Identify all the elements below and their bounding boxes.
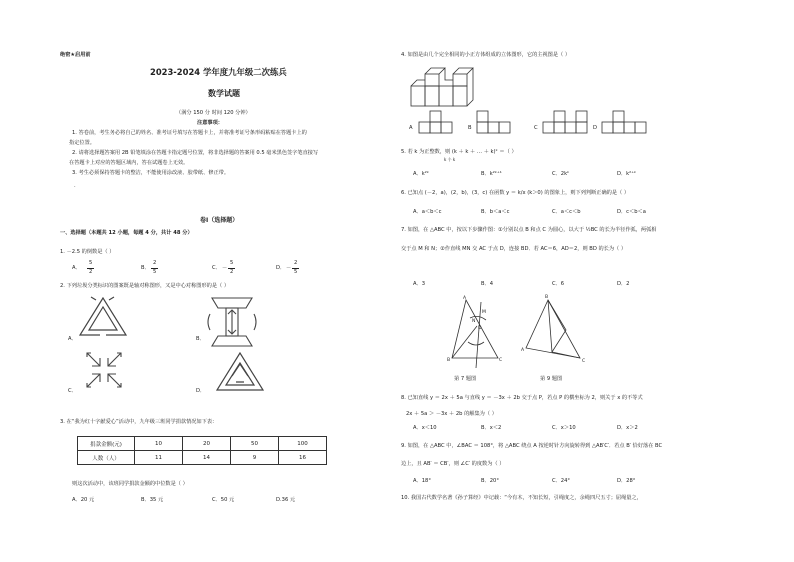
exam-title: 2023-2024 学年度九年级二次练兵 [150,67,287,77]
q1-option-a-letter: A． [72,265,81,271]
table-cell: 9 [231,451,279,465]
q7-point-n: N [472,319,476,324]
q3-option: A．20 元 [72,497,95,503]
q6-stem: 6. 已知点 (－2，a)，(2，b)，(3，c) 在函数 y ＝ k/x (k＞0) 的图象上，则下列判断正确的是（ ） [401,190,630,196]
q9-point-c: C [582,359,586,364]
sorting-symbol-icon [206,294,258,350]
q7-point-a: A [463,296,467,301]
q6-option: B．b＜a＜c [481,209,510,215]
q6-option: C．a＜c＜b [552,209,581,215]
table-row [78,437,327,451]
q1-option-d-num: 2 [294,260,298,266]
q7-stem-line: 交于点 M 和 N；②作直线 MN 交 AC 于点 D，连接 BD．若 AC＝6，AD＝2，则 BD 的长为（ ） [401,246,627,252]
q10-stem: 10. 我国古代数学名著《孙子算经》中记载：“今有木，不知长短，引绳度之，余绳四尺五寸；屈绳量之， [401,495,642,501]
table-cell: 捐款金额(元) [78,437,135,451]
q1-option-c-letter: C． [212,265,221,271]
table-cell: 16 [279,451,327,465]
table-cell: 14 [183,451,231,465]
q5-underbrace: k 个 k [444,157,456,162]
q9-option: C．24° [552,478,571,484]
q5-option: D．k²⁺ᵏ [617,171,637,177]
q5-option: A．k²ᵏ [413,171,430,177]
q1-option-c-sign: － [222,265,228,271]
q8-option: B．x＜2 [481,425,502,431]
q9-point-b: B [545,295,549,300]
q5-stem: 5. 若 k 为正整数，则 (k ＋ k ＋ … ＋ k)ᵏ ＝（ ） [401,149,517,155]
q5-option: C．2kᵏ [552,171,570,177]
notice-line: 3. 考生必须保持答题卡的整洁，不能使用涂改液、胶带纸、修正带。 [72,170,230,176]
q8-stem-line: 8. 已知直线 y ＝ 2x ＋ 5a 与直线 y ＝ －3x ＋ 2b 交于点 P，若点 P 的横坐标为 2，则关于 x 的不等式 [401,395,643,401]
q1-option-b-letter: B． [141,265,150,271]
q9-stem-line: 9. 如图，在 △ABC 中，∠BAC ＝ 108°，将 △ABC 绕点 A 按逆时针方向旋转得到 △AB′C′．若点 B′ 恰好落在 BC [401,443,663,449]
q4-stem: 4. 如图是由几个完全相同的小正方体组成的立体图形，它的主视图是（ ） [401,52,571,58]
q7-point-m: M [482,310,486,315]
exam-meta: （满分 150 分 时间 120 分钟） [176,110,251,116]
q8-option: C．x＞10 [552,425,576,431]
q2-stem: 2. 下列垃圾分类标识的图案既是轴对称图形，又是中心对称图形的是（ ） [60,283,230,289]
q7-caption: 第 7 题图 [454,376,477,382]
q2-label-d: D． [196,388,206,394]
q3-option: C．50 元 [212,497,235,503]
q6-option: A．a＜b＜c [413,209,442,215]
q4-option-b-view [476,110,512,140]
recycle-loop-icon [214,350,266,394]
q7-point-d: D [478,326,482,331]
dot-mark: . [74,183,76,189]
q2-label-b: B． [196,336,205,342]
q1-option-a-num: 5 [89,260,93,266]
table-row [78,451,327,465]
table-cell: 人数（人） [78,451,135,465]
q4-option-c-view [542,110,590,140]
q8-option: A．x＜10 [413,425,437,431]
q9-caption: 第 9 题图 [540,376,563,382]
q4-label-b: B [468,125,472,131]
q1-stem: 1. －2.5 的倒数是（ ） [60,249,115,255]
q2-label-a: A． [68,336,77,342]
q3-option: B．35 元 [141,497,164,503]
q7-option: C．6 [552,281,565,287]
table-cell: 20 [183,437,231,451]
table-cell: 10 [135,437,183,451]
notice-line: 1. 答卷前，考生务必将自己的姓名、准考证号填写在答题卡上，并将准考证号条形码粘贴在答题卡上的 [72,130,307,136]
q7-point-b: B [447,358,451,363]
q3-question: 则这次活动中，该班同学捐款金额的中位数是（ ） [72,481,188,487]
q6-option: D．c＜b＜a [617,209,646,215]
q1-option-d-sign: － [286,265,292,271]
q1-option-b-den: 5 [153,269,157,275]
q9-rotation-figure [522,296,586,366]
donation-table [77,436,327,465]
recycle-triangle-icon [76,295,136,345]
q9-stem-line: 边上，且 AB′ ＝ CB′，则 ∠C′ 的度数为（ ） [401,461,505,467]
notice-line: 指定位置。 [69,140,95,146]
q4-label-a: A [409,125,413,131]
q9-option: A．18° [413,478,431,484]
notice-line: 2. 请将选择题答案用 2B 铅笔填涂在答题卡指定题号位置，将非选择题的答案用 0.5 毫米黑色签字笔直接写 [72,150,319,156]
q1-option-b-num: 2 [153,260,157,266]
q1-option-d-den: 5 [294,269,298,275]
q5-option: B．k²ᵏ⁺¹ [481,171,502,177]
q4-option-a-view [418,110,454,140]
section-heading: 一、选择题（本题共 12 小题，每题 4 分，共计 48 分） [60,230,193,236]
secret-label: 绝密★启用前 [60,52,91,58]
q7-option: B．4 [481,281,494,287]
q7-point-c: C [499,358,503,363]
table-cell: 11 [135,451,183,465]
q3-option: D.36 元 [276,497,296,503]
q4-option-d-view [601,110,649,140]
table-cell: 100 [279,437,327,451]
q4-label-d: D [593,125,597,131]
table-cell: 50 [231,437,279,451]
q7-option: D．2 [617,281,630,287]
q7-option: A．3 [413,281,426,287]
q9-option: B．20° [481,478,499,484]
q8-option: D．x＞2 [617,425,638,431]
q4-label-c: C [534,125,538,131]
q3-stem: 3. 在“我为红十字献爱心”活动中，九年级三班同学捐款情况如下表： [60,419,218,425]
q9-point-a: A [521,348,525,353]
q1-option-c-num: 5 [230,260,234,266]
q1-option-a-den: 2 [89,269,93,275]
part-title: 卷Ⅰ（选择题） [200,217,239,224]
exam-subject: 数学试题 [208,89,240,98]
cube-solid-figure [409,62,489,110]
q7-stem-line: 7. 如图，在 △ABC 中，按以下步骤作图：①分别以点 B 和点 C 为圆心，以大于 ½BC 的长为半径作弧，两弧相 [401,227,657,233]
q1-option-d-letter: D． [276,265,286,271]
q2-label-c: C． [68,388,77,394]
q1-option-c-den: 2 [230,269,234,275]
notice-title: 注意事项： [197,120,223,126]
q8-stem-line: 2x ＋ 5a ＞ －3x ＋ 2b 的解集为（ ） [406,411,497,417]
q9-option: D．28° [617,478,636,484]
notice-line: 在答题卡上对应的答题区域内，答在试题卷上无效。 [69,160,189,166]
four-arrows-icon [84,350,124,390]
